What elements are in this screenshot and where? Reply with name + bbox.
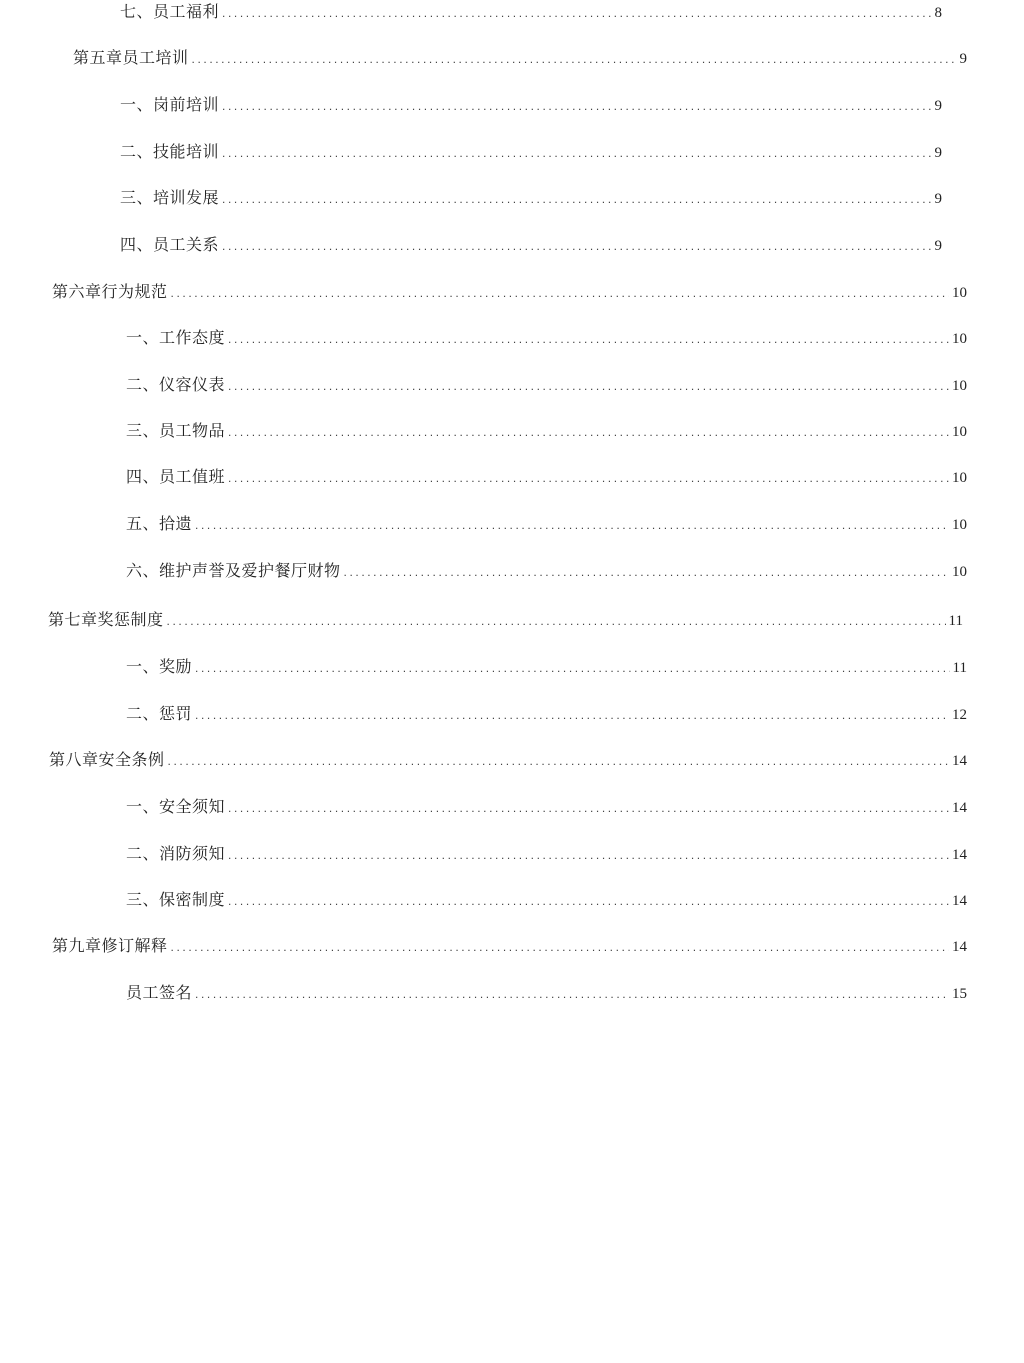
toc-dot-leader xyxy=(168,749,949,773)
toc-entry[interactable] xyxy=(126,373,967,397)
toc-dot-leader xyxy=(344,560,949,584)
toc-page-number: 9 xyxy=(934,145,942,161)
toc-entry-title: 四、员工关系 xyxy=(120,235,220,254)
toc-entry[interactable] xyxy=(126,702,967,726)
toc-entry-title: 二、仪容仪表 xyxy=(126,375,226,394)
toc-dot-leader xyxy=(228,466,949,490)
toc-entry[interactable] xyxy=(120,140,942,164)
toc-chapter-entry[interactable] xyxy=(48,608,963,632)
toc-dot-leader xyxy=(222,141,931,165)
toc-dot-leader xyxy=(195,513,949,537)
toc-dot-leader xyxy=(167,609,946,633)
toc-entry-title: 二、惩罚 xyxy=(126,704,193,723)
toc-entry[interactable] xyxy=(126,655,967,679)
toc-page-number: 14 xyxy=(952,893,967,909)
toc-entry-title: 四、员工值班 xyxy=(126,467,226,486)
toc-page-number: 15 xyxy=(952,986,967,1002)
toc-dot-leader xyxy=(228,420,949,444)
toc-page-number: 11 xyxy=(948,613,963,629)
toc-page-number: 10 xyxy=(952,470,967,486)
toc-entry-title: 一、安全须知 xyxy=(126,797,226,816)
toc-entry-title: 五、拾遗 xyxy=(126,514,193,533)
toc-chapter-entry[interactable] xyxy=(73,46,967,70)
toc-entry[interactable] xyxy=(120,93,942,117)
toc-entry-title: 第六章行为规范 xyxy=(52,282,168,301)
toc-page-number: 9 xyxy=(934,238,942,254)
toc-entry[interactable] xyxy=(126,465,967,489)
toc-chapter-entry[interactable] xyxy=(49,748,967,772)
toc-entry-title: 第七章奖惩制度 xyxy=(48,610,164,629)
toc-entry[interactable] xyxy=(126,559,967,583)
toc-chapter-entry[interactable] xyxy=(52,934,967,958)
toc-dot-leader xyxy=(222,1,931,25)
toc-entry-title: 二、消防须知 xyxy=(126,844,226,863)
toc-page-number: 10 xyxy=(952,285,967,301)
toc-dot-leader xyxy=(228,889,949,913)
toc-entry-title: 一、奖励 xyxy=(126,657,193,676)
toc-dot-leader xyxy=(228,843,949,867)
toc-entry-title: 三、培训发展 xyxy=(120,188,220,207)
toc-entry[interactable] xyxy=(126,326,967,350)
toc-dot-leader xyxy=(171,281,949,305)
toc-dot-leader xyxy=(195,703,949,727)
toc-entry[interactable] xyxy=(120,186,942,210)
toc-entry[interactable] xyxy=(120,0,942,24)
toc-page-number: 9 xyxy=(934,98,942,114)
toc-entry-title: 一、岗前培训 xyxy=(120,95,220,114)
toc-page-number: 10 xyxy=(952,331,967,347)
toc-dot-leader xyxy=(195,656,950,680)
toc-entry-title: 第五章员工培训 xyxy=(73,48,189,67)
toc-dot-leader xyxy=(228,796,949,820)
toc-dot-leader xyxy=(228,374,949,398)
toc-dot-leader xyxy=(195,982,949,1006)
toc-entry[interactable] xyxy=(126,888,967,912)
toc-dot-leader xyxy=(222,187,931,211)
toc-entry[interactable] xyxy=(126,512,967,536)
toc-entry-title: 员工签名 xyxy=(126,983,193,1002)
toc-page-number: 10 xyxy=(952,564,967,580)
toc-entry-title: 三、员工物品 xyxy=(126,421,226,440)
toc-chapter-entry[interactable] xyxy=(52,280,967,304)
toc-entry-title: 二、技能培训 xyxy=(120,142,220,161)
toc-entry-title: 六、维护声誉及爱护餐厅财物 xyxy=(126,561,341,580)
toc-page-number: 9 xyxy=(934,191,942,207)
toc-dot-leader xyxy=(228,327,949,351)
toc-entry[interactable] xyxy=(126,795,967,819)
toc-entry-title: 三、保密制度 xyxy=(126,890,226,909)
toc-page-number: 8 xyxy=(934,5,942,21)
toc-page-number: 14 xyxy=(952,753,967,769)
toc-page-number: 10 xyxy=(952,424,967,440)
toc-entry[interactable] xyxy=(120,233,942,257)
toc-page-number: 14 xyxy=(952,847,967,863)
toc-entry-title: 七、员工福利 xyxy=(120,2,220,21)
toc-page-number: 10 xyxy=(952,378,967,394)
toc-dot-leader xyxy=(222,234,931,258)
toc-entry-title: 第八章安全条例 xyxy=(49,750,165,769)
toc-entry[interactable] xyxy=(126,842,967,866)
toc-page-number: 11 xyxy=(952,660,967,676)
toc-page-number: 10 xyxy=(952,517,967,533)
toc-dot-leader xyxy=(222,94,931,118)
toc-entry-title: 第九章修订解释 xyxy=(52,936,168,955)
toc-entry[interactable] xyxy=(126,419,967,443)
toc-page-number: 9 xyxy=(959,51,967,67)
toc-page-number: 14 xyxy=(952,939,967,955)
toc-entry-title: 一、工作态度 xyxy=(126,328,226,347)
toc-page-number: 12 xyxy=(952,707,967,723)
toc-dot-leader xyxy=(192,47,957,71)
toc-page-number: 14 xyxy=(952,800,967,816)
toc-entry[interactable] xyxy=(126,981,967,1005)
toc-dot-leader xyxy=(171,935,949,959)
